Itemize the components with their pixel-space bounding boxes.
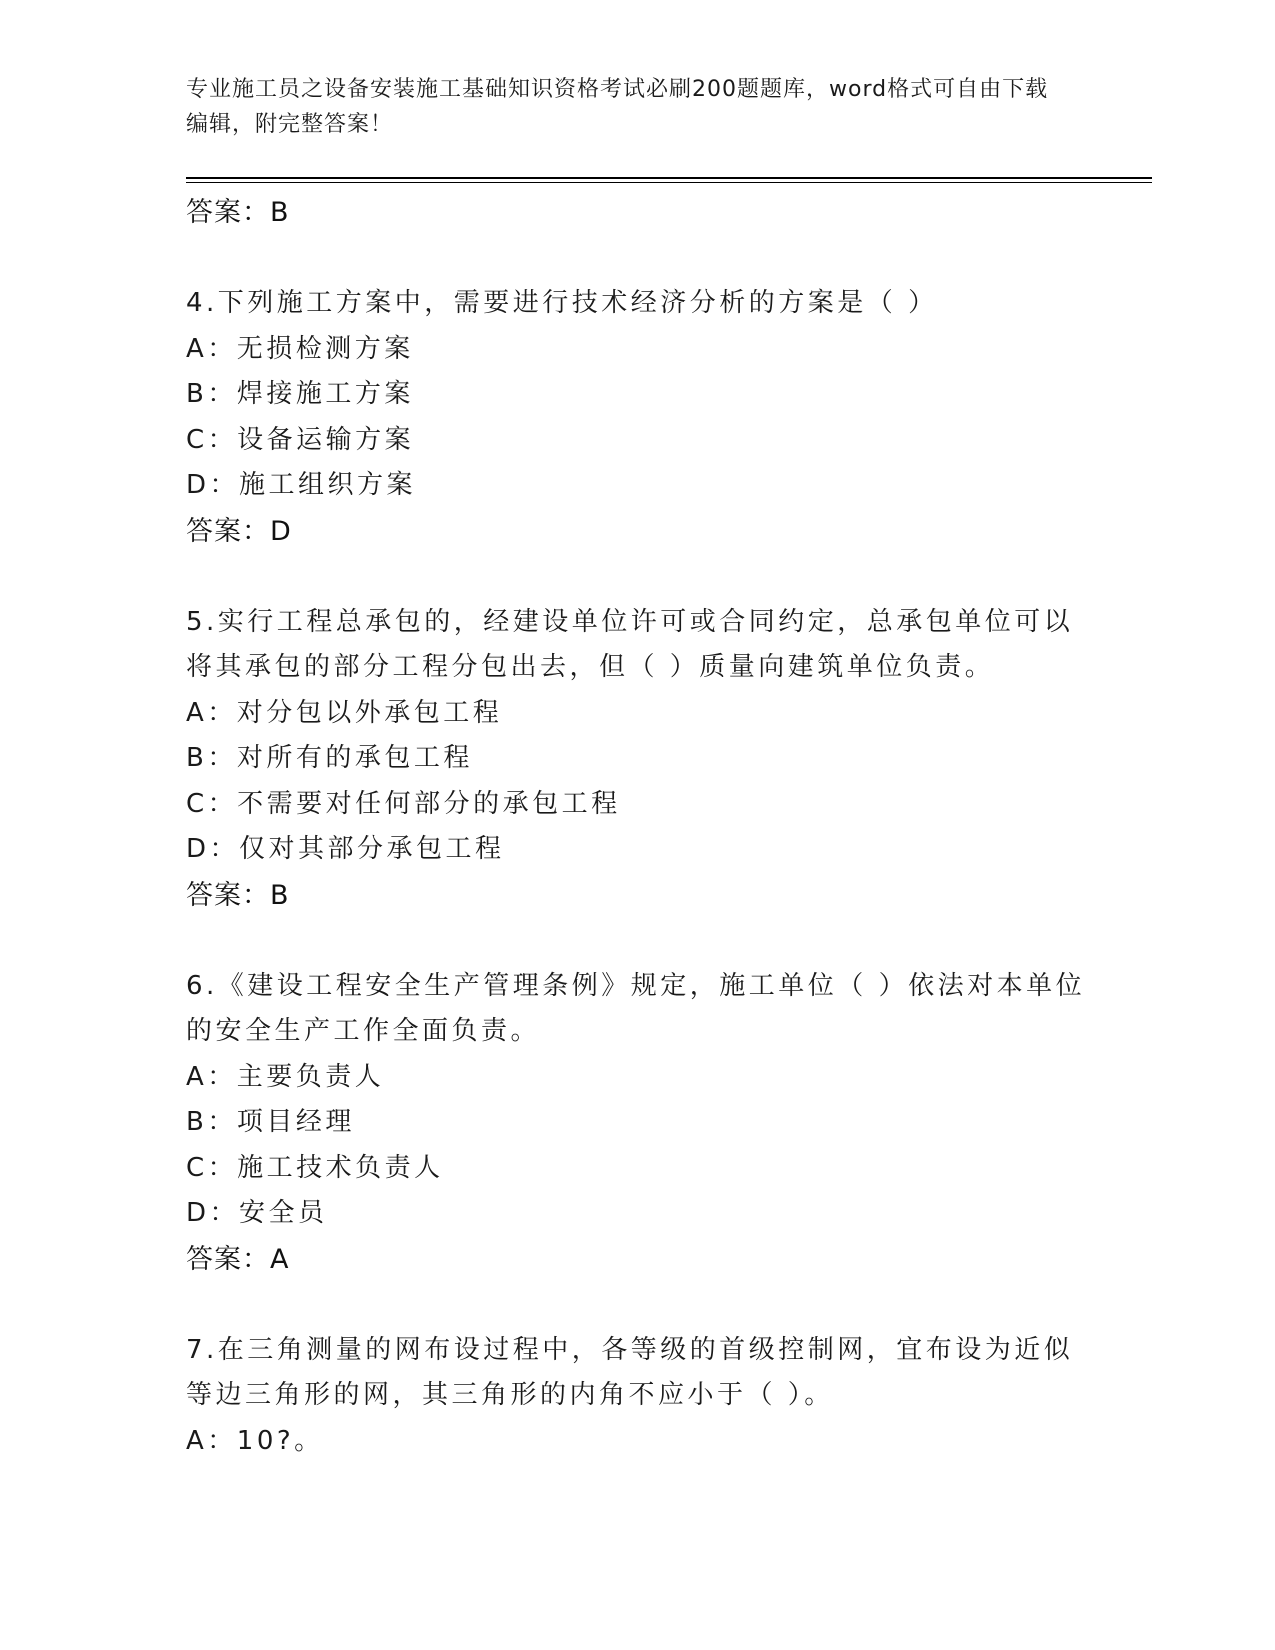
option-c: C：施工技术负责人 [186, 1152, 444, 1183]
question-block-5 [186, 600, 1086, 919]
spacer [186, 1283, 1086, 1328]
header-divider-thin [186, 182, 1152, 183]
question-block-7 [186, 1328, 1086, 1465]
option-c: C：不需要对任何部分的承包工程 [186, 788, 621, 819]
option-a: A：对分包以外承包工程 [186, 697, 503, 728]
answer-line: 答案：B [186, 879, 290, 911]
header-divider-thick [186, 177, 1152, 179]
option-b: B：项目经理 [186, 1107, 355, 1137]
question-stem: 4.下列施工方案中，需要进行技术经济分析的方案是（ ） [186, 288, 938, 318]
option-d: D：仅对其部分承包工程 [186, 834, 505, 864]
question-stem: 7.在三角测量的网布设过程中，各等级的首级控制网，宜布设为近似等边三角形的网，其三角形的内角不应小于（ ）。 [186, 1334, 1074, 1410]
option-d: D：安全员 [186, 1198, 328, 1228]
document-header: 专业施工员之设备安装施工基础知识资格考试必刷200题题库，word格式可自由下载编辑，附完整答案！ [186, 77, 1049, 137]
question-block-6 [186, 964, 1086, 1283]
option-b: B：对所有的承包工程 [186, 743, 473, 773]
answer-line: 答案：D [186, 515, 292, 547]
question-block-4 [186, 281, 1086, 555]
document-content [186, 188, 1086, 1464]
option-a: A：无损检测方案 [186, 333, 414, 364]
option-b: B：焊接施工方案 [186, 379, 414, 409]
option-a: A：主要负责人 [186, 1061, 385, 1092]
spacer [186, 236, 1086, 281]
spacer [186, 555, 1086, 600]
question-stem: 5.实行工程总承包的，经建设单位许可或合同约定，总承包单位可以将其承包的部分工程分包出去，但（ ）质量向建筑单位负责。 [186, 606, 1074, 682]
spacer [186, 919, 1086, 964]
option-c: C：设备运输方案 [186, 424, 415, 455]
option-a: A：10?。 [186, 1425, 324, 1456]
answer-line: 答案：A [186, 1243, 290, 1275]
answer-line: 答案：B [186, 197, 290, 228]
option-d: D：施工组织方案 [186, 470, 417, 500]
question-stem: 6.《建设工程安全生产管理条例》规定，施工单位（ ）依法对本单位的安全生产工作全面负责。 [186, 970, 1086, 1046]
